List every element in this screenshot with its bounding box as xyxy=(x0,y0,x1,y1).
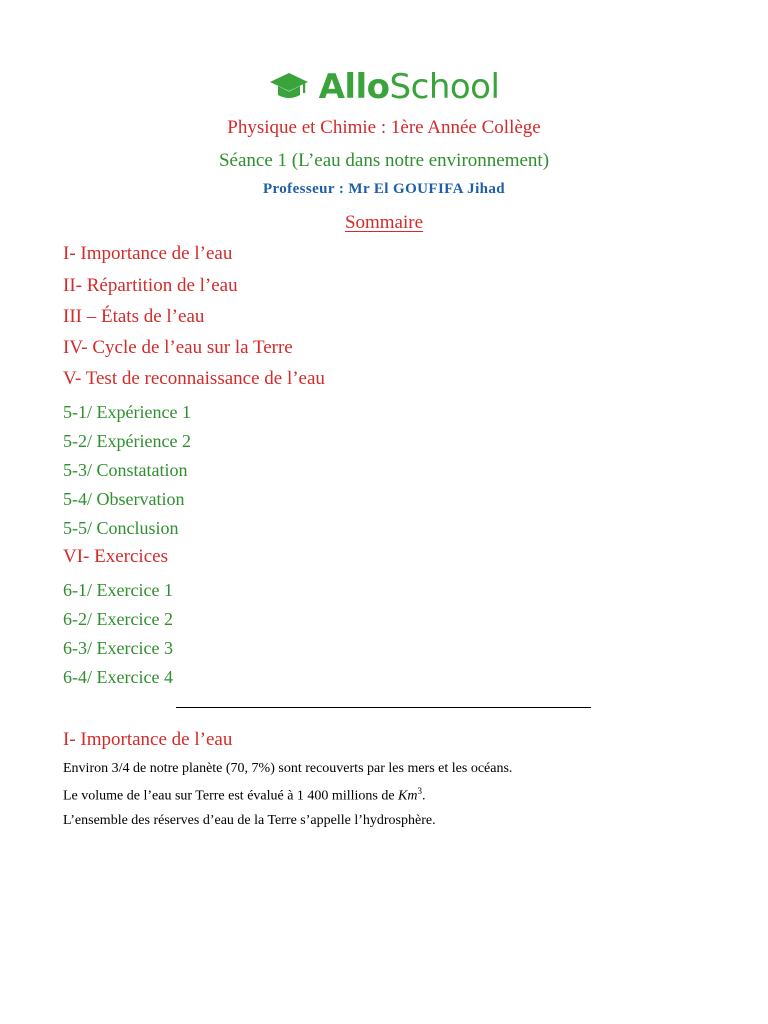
toc-subsection-item: 6-3/ Exercice 3 xyxy=(63,638,173,658)
toc-section-item: I- Importance de l’eau xyxy=(63,243,233,264)
toc-section-item: V- Test de reconnaissance de l’eau xyxy=(63,368,325,389)
paragraph-2-end: . xyxy=(422,788,426,804)
logo-wordmark xyxy=(319,67,500,107)
session-title: Séance 1 (L’eau dans notre environnement) xyxy=(218,150,550,171)
unit-exponent: 3 xyxy=(417,786,422,796)
alloschool-logo[interactable] xyxy=(0,64,768,110)
toc-subsection-item: 6-1/ Exercice 1 xyxy=(63,580,173,600)
toc-subsection-item: 5-4/ Observation xyxy=(63,489,185,509)
paragraph-2 xyxy=(63,786,426,805)
toc-subsection-item: 6-4/ Exercice 4 xyxy=(63,667,173,687)
toc-section-item: VI- Exercices xyxy=(63,546,168,567)
teacher-name: Professeur : Mr El GOUFIFA Jihad xyxy=(262,181,506,197)
toc-subsection-item: 6-2/ Exercice 2 xyxy=(63,609,173,629)
logo-text-bold: Allo xyxy=(318,67,390,107)
toc-section-item: III – États de l’eau xyxy=(63,306,205,327)
section-heading: I- Importance de l’eau xyxy=(63,729,233,750)
paragraph-2-text: Le volume de l’eau sur Terre est évalué à 1 400 millions de xyxy=(63,788,399,804)
toc-subsection-item: 5-2/ Expérience 2 xyxy=(63,431,191,451)
summary-heading: Sommaire xyxy=(344,212,424,233)
volume-unit: Km xyxy=(398,788,418,804)
toc-section-item: IV- Cycle de l’eau sur la Terre xyxy=(63,337,293,358)
toc-subsection-item: 5-5/ Conclusion xyxy=(63,518,179,538)
toc-subsection-item: 5-1/ Expérience 1 xyxy=(63,402,191,422)
section-divider xyxy=(176,707,591,708)
logo-text-regular: School xyxy=(389,67,500,107)
toc-subsection-item: 5-3/ Constatation xyxy=(63,460,188,480)
course-title: Physique et Chimie : 1ère Année Collège xyxy=(227,117,541,138)
graduation-cap-icon xyxy=(269,70,309,104)
toc-section-item: II- Répartition de l’eau xyxy=(63,275,238,296)
paragraph-1: Environ 3/4 de notre planète (70, 7%) sont recouverts par les mers et les océans. xyxy=(63,761,513,776)
paragraph-3: L’ensemble des réserves d’eau de la Terre s’appelle l’hydrosphère. xyxy=(63,813,436,828)
